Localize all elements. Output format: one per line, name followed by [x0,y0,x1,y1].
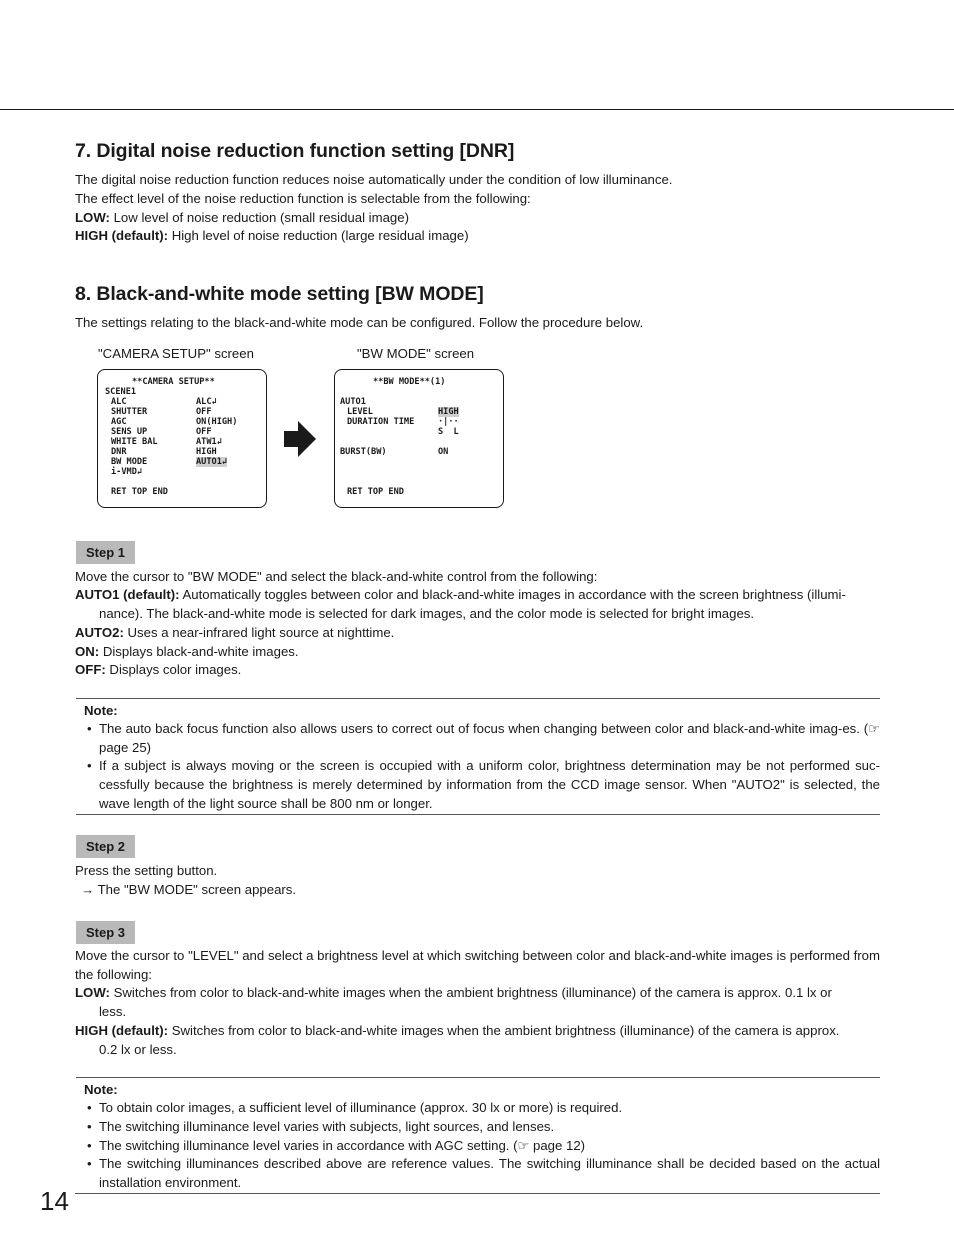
cam-row-key: BW MODE [111,457,148,467]
off-label: OFF: [75,662,106,677]
cam-row-value: HIGH [196,447,217,457]
cam-row-value-selected: AUTO1↲ [196,457,228,467]
caption-camera-setup: "CAMERA SETUP" screen [98,346,254,361]
dnr-high-label: HIGH (default): [75,228,169,243]
cam-ret-top-end: RET TOP END [111,487,168,497]
dnr-low-label: LOW: [75,210,110,225]
cam-row-value: OFF [196,407,212,417]
note-box-1 [76,698,880,815]
cam-row-key: AGC [111,417,127,427]
step1-lead: Move the cursor to "BW MODE" and select the black-and-white control from the following: [75,569,598,584]
step2-line-1: Press the setting button. [75,863,218,878]
note-2-bullet: • The switching illuminance level varies in accordance with AGC setting. (☞ page 12) [87,1137,880,1156]
bw-duration-sl: S L [438,427,459,437]
cam-row-value: OFF [196,427,212,437]
cam-row-value: ATW1↲ [196,437,222,447]
step-3-badge: Step 3 [76,921,135,944]
dnr-low-text: Low level of noise reduction (small residual image) [109,210,409,225]
note-2-title: Note: [84,1082,118,1097]
camera-setup-screen [97,369,267,508]
header-rule [0,109,954,110]
cam-row-key: WHITE BAL [111,437,158,447]
on-text: Displays black-and-white images. [99,644,299,659]
bw-auto: AUTO1 [340,397,366,407]
step3-low-continuation: less. [99,1004,127,1019]
note-2-bullet-text: The switching illuminance level varies with subjects, light sources, and lenses. [99,1119,555,1134]
auto2-text: Uses a near-infrared light source at nighttime. [123,625,395,640]
section-7-title: 7. Digital noise reduction function setting [DNR] [75,140,515,162]
note-2-bullet: • To obtain color images, a sufficient level of illuminance (approx. 30 lx or more) is required. [87,1099,880,1118]
bw-level-value: HIGH [438,407,459,417]
note-1-bullet: • If a subject is always moving or the screen is occupied with a uniform color, brightness determination may be not performed suc-cessfully because the brightness is merely determined by information from the CCD image sensor. When "AUTO2" is selected, the wave length of the light source shall be 800 nm or longer. [87,757,880,813]
cam-row-key: ALC [111,397,127,407]
note-1-bullet-text: The auto back focus function also allows users to correct out of focus when changing between color and black-and-white imag-es. (☞ page 25) [99,721,880,755]
dnr-desc-1: The digital noise reduction function reduces noise automatically under the condition of low illuminance. [75,172,673,187]
dnr-low-option [75,209,409,228]
bw-burst-value: ON [438,447,449,457]
dnr-desc-2: The effect level of the noise reduction function is selectable from the following: [75,191,531,206]
dnr-high-option [75,227,469,246]
step1-on [75,643,299,662]
note-2-bullet-text: The switching illuminance level varies in accordance with AGC setting. (☞ page 12) [99,1138,586,1153]
note-2-bullet: • The switching illuminances described above are reference values. The switching illuminance shall be decided based on the actual installation environment. [87,1155,880,1193]
step-1-badge: Step 1 [76,541,135,564]
cam-row-key: SHUTTER [111,407,148,417]
cam-row-key: SENS UP [111,427,148,437]
page-number: 14 [40,1186,69,1216]
note-1-bullet-text: If a subject is always moving or the screen is occupied with a uniform color, brightness determination may be not performed suc-cessfully because the brightness is merely determined by information from the CCD image sensor. When "AUTO2" is selected, the wave length of the light source shall be 800 nm or longer. [99,758,880,811]
step3-lead: Move the cursor to "LEVEL" and select a brightness level at which switching between color and black-and-white images is performed from the following: [75,948,880,982]
bw-burst-key: BURST(BW) [340,447,387,457]
section-8-title: 8. Black-and-white mode setting [BW MODE] [75,283,484,305]
dnr-high-text: High level of noise reduction (large residual image) [168,228,469,243]
auto1-continuation: nance). The black-and-white mode is selected for dark images, and the color mode is selected for bright images. [99,606,755,621]
auto1-label: AUTO1 (default): [75,587,180,602]
footer-rule [75,1193,880,1194]
note-1-title: Note: [84,703,118,718]
cam-row-value: ALC↲ [196,397,217,407]
bw-intro: The settings relating to the black-and-white mode can be configured. Follow the procedure below. [75,315,644,330]
step3-high [75,1022,880,1041]
bw-level-key: LEVEL [347,407,373,417]
step1-off [75,661,241,680]
cam-scene: SCENE1 [105,387,137,397]
auto2-label: AUTO2: [75,625,124,640]
bw-screen-title: **BW MODE**(1) [373,377,446,387]
on-label: ON: [75,644,100,659]
step3-low-text: Switches from color to black-and-white images when the ambient brightness (illuminance) of the camera is approx. 0.1 lx or [109,985,832,1000]
step3-high-text: Switches from color to black-and-white images when the ambient brightness (illuminance) of the camera is approx. [168,1023,840,1038]
step3-low [75,984,880,1003]
step1-auto1 [75,586,880,605]
cam-row-key: DNR [111,447,127,457]
auto1-text: Automatically toggles between color and black-and-white images in accordance with the screen brightness (illumi- [179,587,846,602]
bw-mode-screen [334,369,504,508]
step3-high-label: HIGH (default): [75,1023,169,1038]
bw-duration-key: DURATION TIME [347,417,415,427]
cam-vmd: i-VMD↲ [111,467,143,477]
bw-ret-top-end: RET TOP END [347,487,404,497]
step-2-badge: Step 2 [76,835,135,858]
step3-high-continuation: 0.2 lx or less. [99,1042,177,1057]
step3-low-label: LOW: [75,985,110,1000]
right-arrow-icon [284,421,316,457]
note-1-bullet: • The auto back focus function also allows users to correct out of focus when changing between color and black-and-white imag-es. (☞ page 25) [87,720,880,758]
cam-row-value: ON(HIGH) [196,417,238,427]
step2-line-2: → The "BW MODE" screen appears. [81,882,297,897]
step1-auto2 [75,624,394,643]
note-2-bullet-text: To obtain color images, a sufficient level of illuminance (approx. 30 lx or more) is required. [99,1100,623,1115]
bw-duration-slider: ·|·· [438,417,459,427]
off-text: Displays color images. [105,662,242,677]
note-box-2 [76,1077,880,1194]
note-2-bullet-text: The switching illuminances described above are reference values. The switching illuminance shall be decided based on the actual installation environment. [99,1156,880,1190]
note-2-bullet: • The switching illuminance level varies with subjects, light sources, and lenses. [87,1118,880,1137]
cam-screen-title: **CAMERA SETUP** [132,377,215,387]
caption-bw-mode: "BW MODE" screen [357,346,475,361]
